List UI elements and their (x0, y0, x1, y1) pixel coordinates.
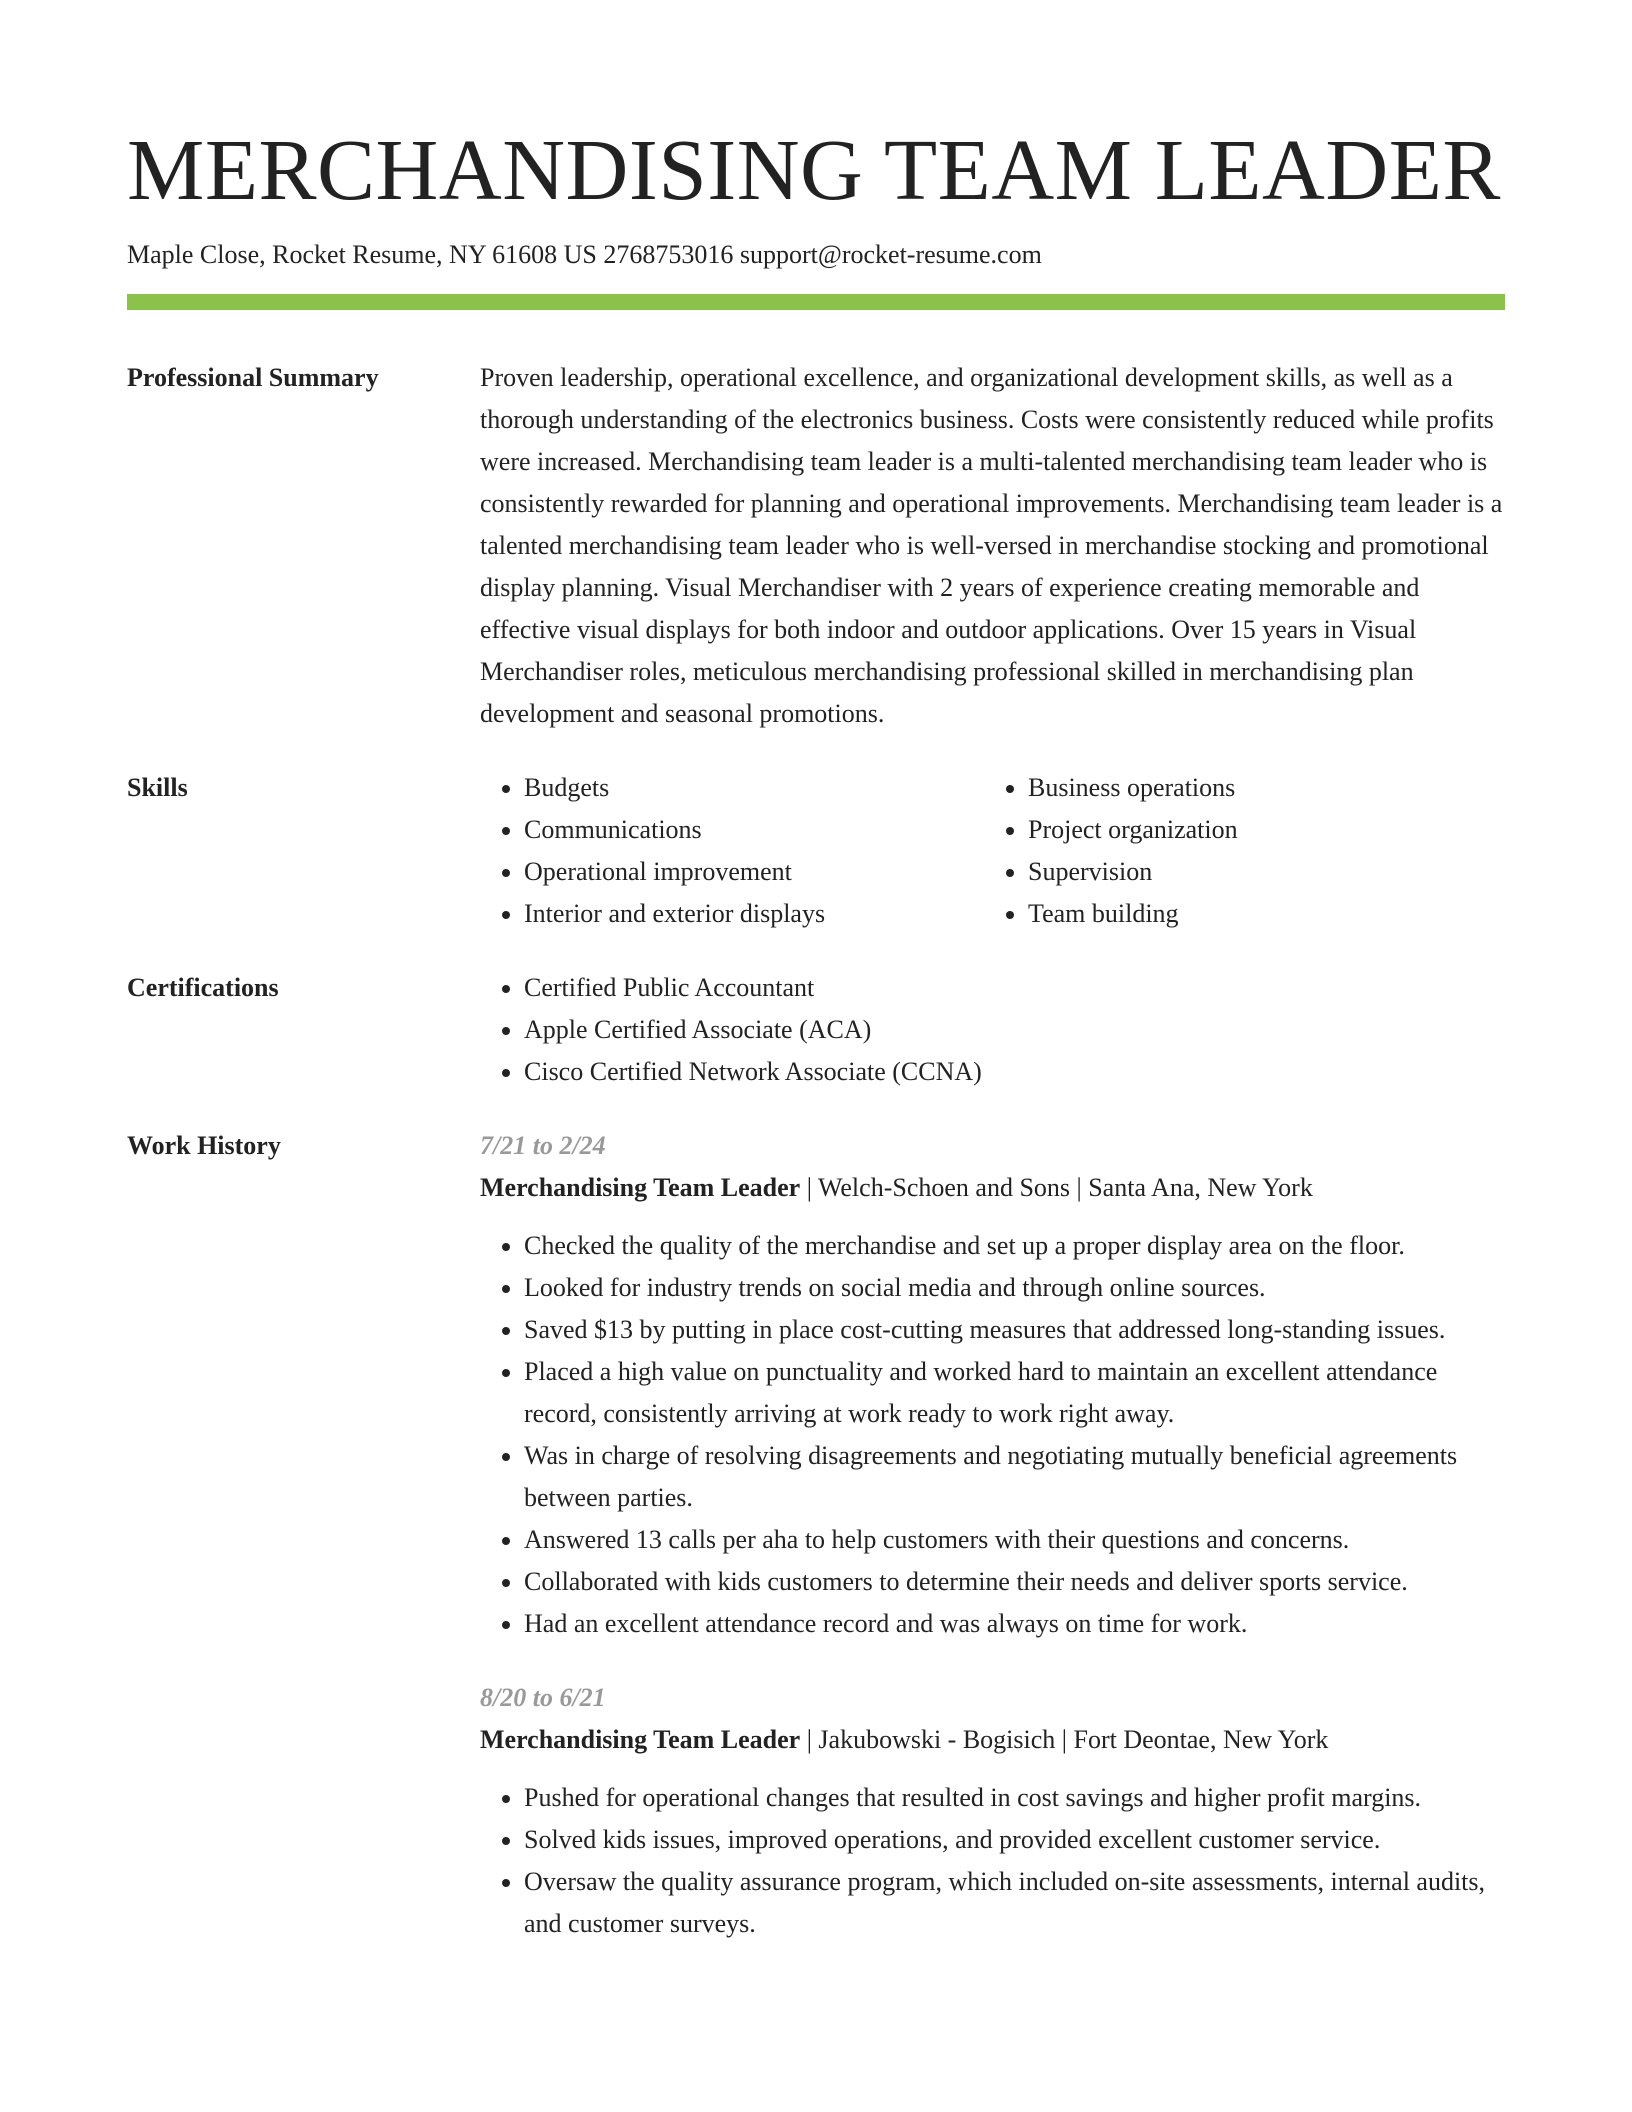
job-details: | Jakubowski - Bogisich | Fort Deontae, New York (800, 1725, 1329, 1754)
contact-phone: 2768753016 (603, 240, 734, 269)
skill-item: • Communications (524, 809, 984, 851)
job-bullet: • Placed a high value on punctuality and worked hard to maintain an excellent attendance record, consistently arriving at work ready to work right away. (524, 1351, 1505, 1435)
summary-text: Proven leadership, operational excellence, and organizational development skills, as well as a thorough understanding of the electronics business. Costs were consistently reduced while profits were increased. Merchandising team leader is a multi-talented merchandising team leader who is consistently rewarded for planning and operational improvements. Merchandising team leader is a talented merchandising team leader who is well-versed in merchandise stocking and promotional display planning. Visual Merchandiser with 2 years of experience creating memorable and effective visual displays for both indoor and outdoor applications. Over 15 years in Visual Merchandiser roles, meticulous merchandising professional skilled in merchandising plan development and seasonal promotions. (480, 363, 1503, 728)
certifications-list (480, 967, 1505, 1093)
skill-item: • Supervision (1028, 851, 1505, 893)
skills-heading: Skills (127, 773, 188, 802)
job-heading (480, 1719, 1505, 1761)
job-bullets (480, 1777, 1505, 1945)
job-bullets (480, 1225, 1505, 1645)
accent-divider (127, 294, 1505, 310)
skill-item: • Project organization (1028, 809, 1505, 851)
job-entry (480, 1677, 1505, 1945)
skill-item: • Budgets (524, 767, 984, 809)
certification-item: • Certified Public Accountant (524, 967, 1505, 1009)
contact-email: support@rocket-resume.com (739, 240, 1042, 269)
job-dates: 7/21 to 2/24 (480, 1131, 606, 1160)
job-title: Merchandising Team Leader (480, 1173, 801, 1202)
work-history-heading: Work History (127, 1131, 281, 1160)
job-bullet: • Answered 13 calls per aha to help customers with their questions and concerns. (524, 1519, 1505, 1561)
job-bullet: • Oversaw the quality assurance program, which included on-site assessments, internal audits, and customer surveys. (524, 1861, 1505, 1945)
skill-item: • Business operations (1028, 767, 1505, 809)
contact-address: Maple Close, Rocket Resume, NY 61608 US (127, 240, 597, 269)
summary-heading: Professional Summary (127, 363, 379, 392)
job-bullet: • Checked the quality of the merchandise and set up a proper display area on the floor. (524, 1225, 1505, 1267)
job-bullet: • Was in charge of resolving disagreements and negotiating mutually beneficial agreements between parties. (524, 1435, 1505, 1519)
work-history-section (127, 1125, 1505, 1945)
resume-title: MERCHANDISING TEAM LEADER (127, 121, 1501, 218)
job-bullet: • Pushed for operational changes that resulted in cost savings and higher profit margins. (524, 1777, 1505, 1819)
job-bullet: • Saved $13 by putting in place cost-cutting measures that addressed long-standing issues. (524, 1309, 1505, 1351)
skill-item: • Operational improvement (524, 851, 984, 893)
job-title: Merchandising Team Leader (480, 1725, 801, 1754)
certification-item: • Cisco Certified Network Associate (CCNA) (524, 1051, 1505, 1093)
job-details: | Welch-Schoen and Sons | Santa Ana, New York (800, 1173, 1313, 1202)
skills-section (127, 767, 1505, 935)
skill-item: • Team building (1028, 893, 1505, 935)
certifications-section (127, 967, 1505, 1093)
job-bullet: • Had an excellent attendance record and was always on time for work. (524, 1603, 1505, 1645)
job-bullet: • Collaborated with kids customers to determine their needs and deliver sports service. (524, 1561, 1505, 1603)
certification-item: • Apple Certified Associate (ACA) (524, 1009, 1505, 1051)
job-bullet: • Solved kids issues, improved operations, and provided excellent customer service. (524, 1819, 1505, 1861)
contact-line (127, 238, 1505, 272)
skills-list-left (480, 767, 984, 935)
certifications-heading: Certifications (127, 973, 279, 1002)
job-heading (480, 1167, 1505, 1209)
skill-item: • Interior and exterior displays (524, 893, 984, 935)
job-dates: 8/20 to 6/21 (480, 1683, 606, 1712)
skills-list-right (984, 767, 1505, 935)
job-entry (480, 1125, 1505, 1645)
summary-section (127, 357, 1505, 735)
job-bullet: • Looked for industry trends on social media and through online sources. (524, 1267, 1505, 1309)
